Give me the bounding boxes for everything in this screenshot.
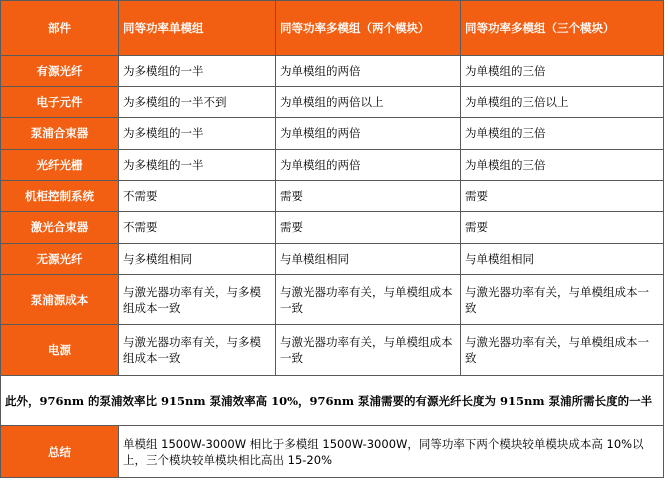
row-label: 光纤光栅: [1, 149, 119, 180]
row-label: 有源光纤: [1, 55, 119, 86]
cell-two: 为单模组的两倍: [276, 55, 461, 86]
cell-single: 为多模组的一半: [119, 55, 276, 86]
table-row: [1, 149, 664, 180]
row-label: 电源: [1, 325, 119, 376]
table-row: [1, 212, 664, 243]
table-row: [1, 118, 664, 149]
cell-single: 为多模组的一半: [119, 118, 276, 149]
header-row: [1, 1, 664, 56]
cell-three: 与激光器功率有关，与单模组成本一致: [461, 325, 664, 376]
cell-two: 为单模组的两倍以上: [276, 86, 461, 117]
cell-three: 为单模组的三倍: [461, 55, 664, 86]
cell-single: 与激光器功率有关，与多模组成本一致: [119, 325, 276, 376]
cell-two: 需要: [276, 180, 461, 211]
note-row: [1, 375, 664, 426]
row-label: 泵浦源成本: [1, 274, 119, 325]
cell-single: 为多模组的一半: [119, 149, 276, 180]
row-label: 激光合束器: [1, 212, 119, 243]
header-three-modules: 同等功率多模组（三个模块）: [461, 1, 664, 56]
cell-two: 需要: [276, 212, 461, 243]
table-row: [1, 243, 664, 274]
row-label: 无源光纤: [1, 243, 119, 274]
cell-two: 与激光器功率有关，与单模组成本一致: [276, 274, 461, 325]
table-row: [1, 180, 664, 211]
footnote-text: 此外，976nm 的泵浦效率比 915nm 泵浦效率高 10%，976nm 泵浦需要的有源光纤长度为 915nm 泵浦所需长度的一半: [1, 375, 664, 426]
header-component: 部件: [1, 1, 119, 56]
table-row: [1, 274, 664, 325]
table-row: [1, 55, 664, 86]
summary-label: 总结: [1, 426, 119, 478]
cell-two: 为单模组的两倍: [276, 118, 461, 149]
cell-two: 为单模组的两倍: [276, 149, 461, 180]
cell-single: 与激光器功率有关，与多模组成本一致: [119, 274, 276, 325]
cell-three: 与单模组相同: [461, 243, 664, 274]
table-row: [1, 325, 664, 376]
row-label: 机柜控制系统: [1, 180, 119, 211]
cell-single: 与多模组相同: [119, 243, 276, 274]
summary-text: 单模组 1500W-3000W 相比于多模组 1500W-3000W，同等功率下两个模块较单模块成本高 10%以上，三个模块较单模块相比高出 15-20%: [119, 426, 664, 478]
cell-two: 与激光器功率有关，与单模组成本一致: [276, 325, 461, 376]
summary-row: [1, 426, 664, 478]
cell-single: 不需要: [119, 212, 276, 243]
cell-three: 为单模组的三倍: [461, 149, 664, 180]
cell-single: 为多模组的一半不到: [119, 86, 276, 117]
row-label: 泵浦合束器: [1, 118, 119, 149]
header-single-module: 同等功率单模组: [119, 1, 276, 56]
cell-single: 不需要: [119, 180, 276, 211]
row-label: 电子元件: [1, 86, 119, 117]
table-row: [1, 86, 664, 117]
header-two-modules: 同等功率多模组（两个模块）: [276, 1, 461, 56]
cell-three: 为单模组的三倍以上: [461, 86, 664, 117]
cell-two: 与单模组相同: [276, 243, 461, 274]
cell-three: 与激光器功率有关，与单模组成本一致: [461, 274, 664, 325]
cell-three: 需要: [461, 180, 664, 211]
cell-three: 需要: [461, 212, 664, 243]
cell-three: 为单模组的三倍: [461, 118, 664, 149]
